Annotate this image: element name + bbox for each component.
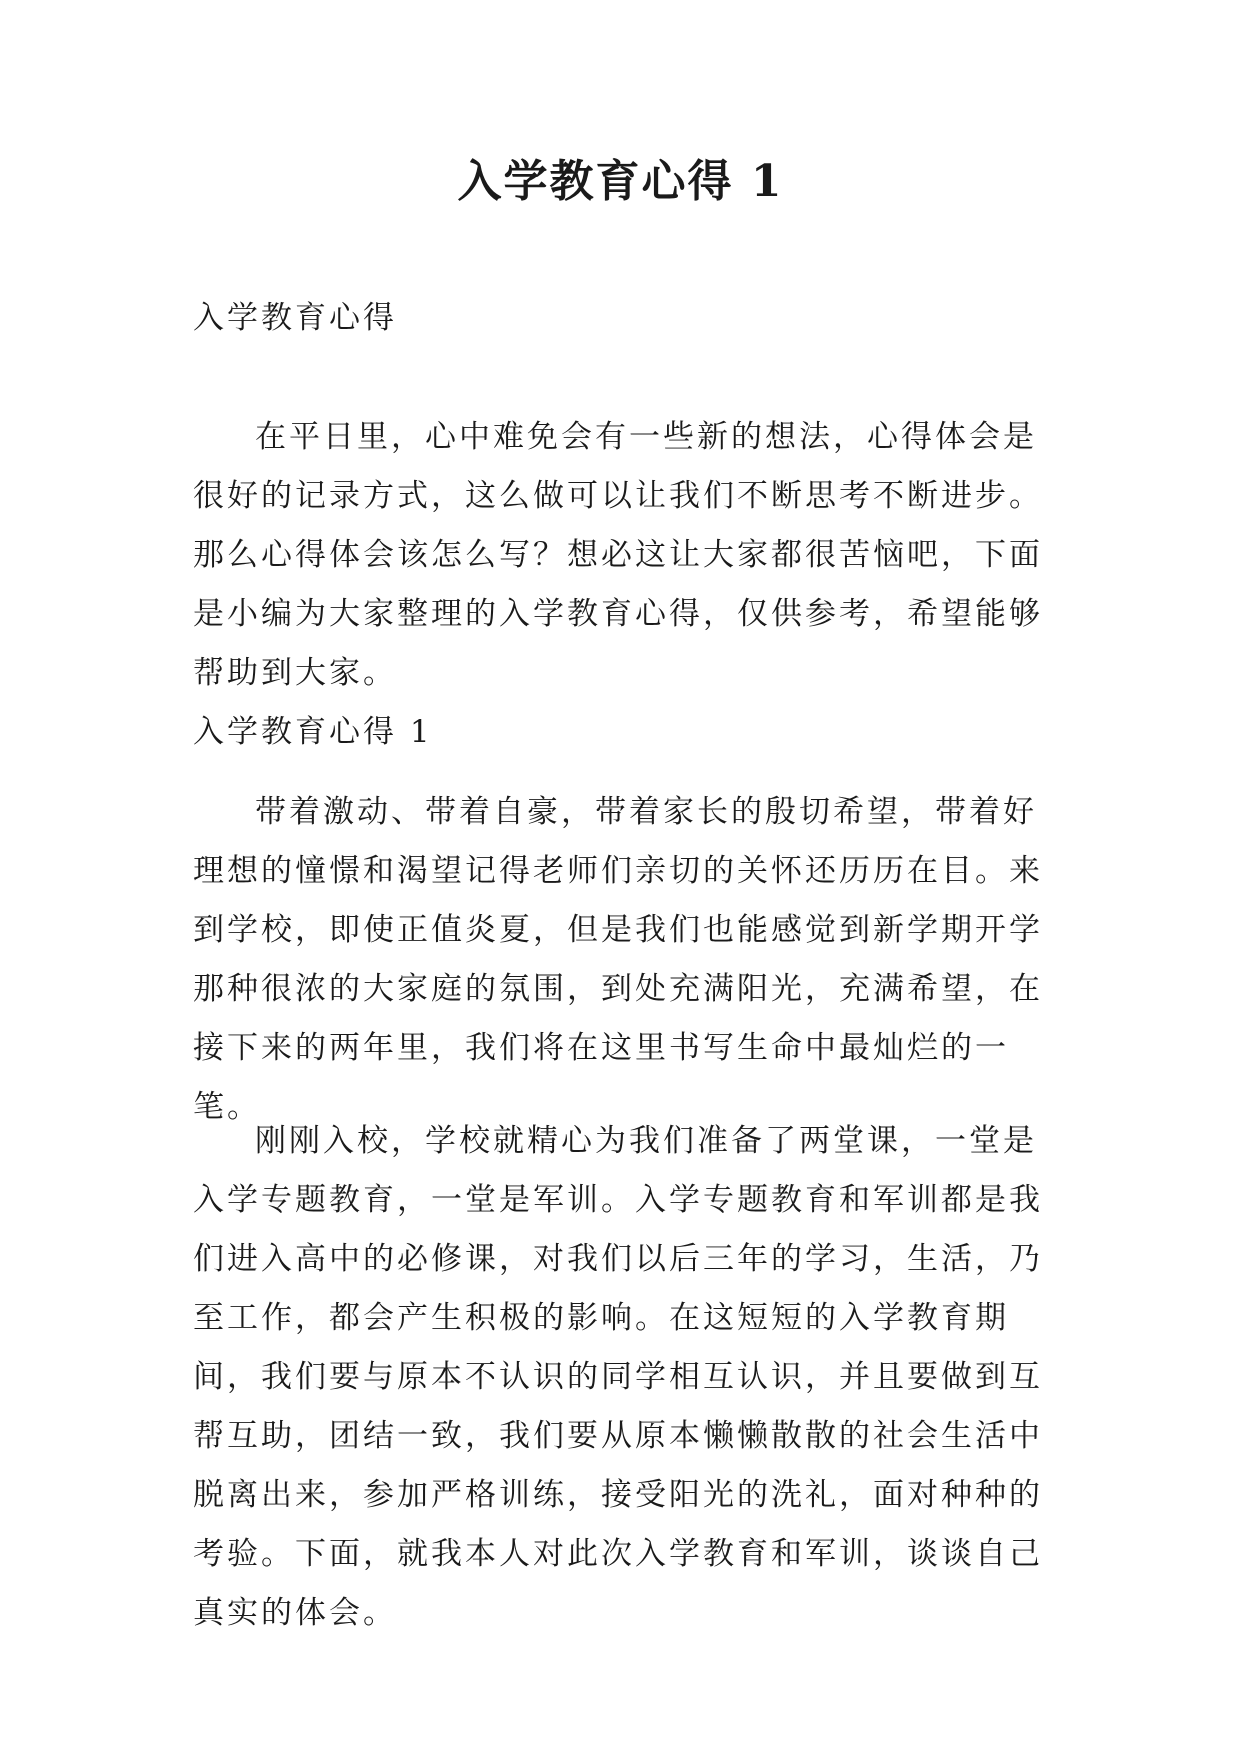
page-title: 入学教育心得 1 <box>457 156 784 207</box>
body-paragraph-2: 刚刚入校，学校就精心为我们准备了两堂课，一堂是入学专题教育，一堂是军训。入学专题教育和军训都是我们进入高中的必修课，对我们以后三年的学习，生活，乃至工作，都会产生积极的影响。在这短短的入学教育期间，我们要与原本不认识的同学相互认识，并且要做到互帮互助，团结一致，我们要从原本懒懒散散的社会生活中脱离出来，参加严格训练，接受阳光的洗礼，面对种种的考验。下面，就我本人对此次入学教育和军训，谈谈自己真实的体会。 <box>193 1123 1043 1631</box>
intro-paragraph: 在平日里，心中难免会有一些新的想法，心得体会是很好的记录方式，这么做可以让我们不断思考不断进步。那么心得体会该怎么写？想必这让大家都很苦恼吧，下面是小编为大家整理的入学教育心得，仅供参考，希望能够帮助到大家。 <box>193 419 1043 691</box>
section-heading: 入学教育心得 1 <box>193 714 433 750</box>
body-paragraph-1: 带着激动、带着自豪，带着家长的殷切希望，带着好理想的憧憬和渴望记得老师们亲切的关怀还历历在目。来到学校，即使正值炎夏，但是我们也能感觉到新学期开学那种很浓的大家庭的氛围，到处充满阳光，充满希望，在接下来的两年里，我们将在这里书写生命中最灿烂的一笔。 <box>193 794 1043 1125</box>
document-subtitle: 入学教育心得 <box>193 300 397 336</box>
